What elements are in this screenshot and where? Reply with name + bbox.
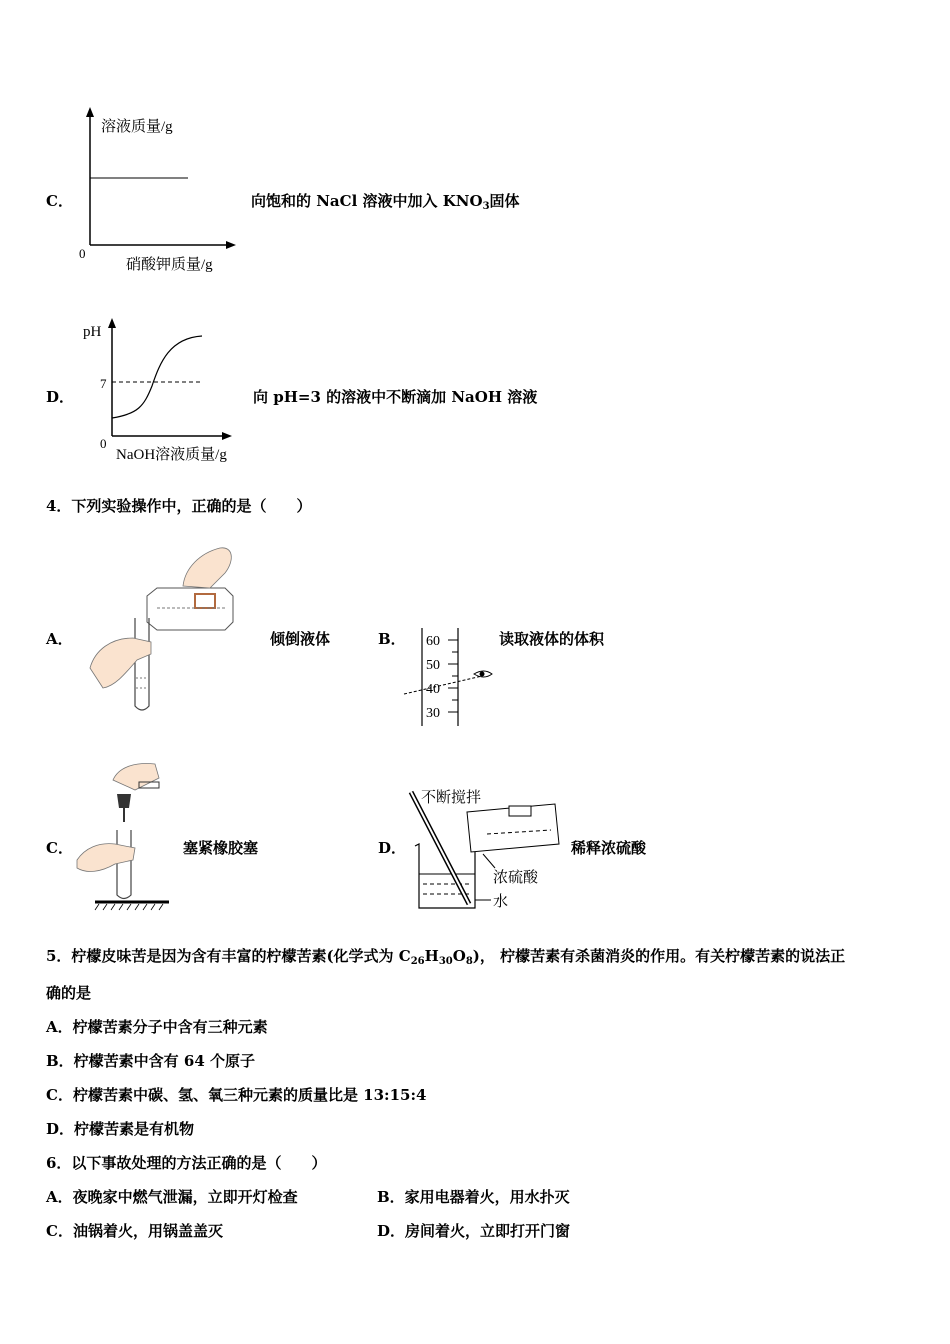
hand-bottle	[183, 548, 231, 588]
q5-option-d: D．柠檬苦素是有机物	[46, 1120, 195, 1138]
test-tube	[117, 830, 131, 899]
rubber-stopper	[117, 794, 131, 808]
q5-option-b: B．柠檬苦素中含有 64 个原子	[46, 1052, 255, 1070]
q3d-curve	[112, 336, 202, 418]
q3d-letter: D．	[46, 388, 75, 406]
q3c-graph	[70, 105, 250, 275]
q3c-y-arrow	[86, 107, 94, 117]
q6-option-c: C．油锅着火，用锅盖盖灭	[46, 1222, 223, 1240]
q4c-letter: C．	[46, 839, 73, 857]
q3c-desc: 向饱和的 NaCl 溶液中加入 $KNO_3$固体	[251, 192, 520, 212]
q3c-letter: C．	[46, 192, 73, 210]
q6-stem: 6．以下事故处理的方法正确的是（ ）	[46, 1154, 327, 1172]
q4b-letter: B．	[378, 630, 406, 648]
q4d-letter: D．	[378, 839, 407, 857]
q4d-dilution-figure	[405, 784, 565, 914]
tick-30: 30	[426, 706, 440, 721]
q3d-x-arrow	[222, 432, 232, 440]
tick-50: 50	[426, 658, 440, 673]
label-stir: 不断搅拌	[421, 790, 482, 806]
q5-option-a: A．柠檬苦素分子中含有三种元素	[46, 1018, 268, 1036]
q3c-origin: 0	[79, 246, 86, 261]
q3c-xlabel: 硝酸钾质量/g	[126, 257, 213, 273]
q3d-y-arrow	[108, 318, 116, 328]
q3c-x-arrow	[226, 241, 236, 249]
label-water: 水	[493, 894, 509, 910]
q6-option-d: D．房间着火，立即打开门窗	[377, 1222, 571, 1240]
q3d-ytick: 7	[100, 376, 107, 391]
q4b-cylinder-figure	[400, 624, 500, 728]
label-acid: 浓硫酸	[493, 870, 539, 886]
reagent-bottle	[147, 588, 233, 630]
q5-stem-line2: 确的是	[46, 984, 92, 1002]
hand-tube	[77, 844, 135, 872]
q6-option-a: A．夜晚家中燃气泄漏，立即开灯检查	[46, 1188, 298, 1206]
tick-60: 60	[426, 634, 440, 649]
q4c-caption: 塞紧橡胶塞	[183, 839, 259, 857]
q4-stem: 4．下列实验操作中，正确的是（ ）	[46, 497, 312, 515]
q4b-caption: 读取液体的体积	[499, 630, 605, 648]
q3d-xlabel: NaOH溶液质量/g	[116, 447, 227, 463]
q3d-desc: 向 pH=3 的溶液中不断滴加 NaOH 溶液	[253, 388, 538, 406]
q4a-pouring-figure	[85, 538, 240, 718]
q4d-caption: 稀释浓硫酸	[571, 839, 647, 857]
q3d-origin: 0	[100, 436, 107, 451]
q4a-caption: 倾倒液体	[270, 630, 331, 648]
q4a-letter: A．	[46, 630, 73, 648]
test-tube	[135, 618, 149, 710]
hand-tube	[90, 638, 151, 688]
q3d-ylabel: pH	[83, 324, 102, 340]
q6-option-b: B．家用电器着火，用水扑灭	[377, 1188, 570, 1206]
q5-stem: 5．柠檬皮味苦是因为含有丰富的柠檬苦素(化学式为 $C_{26}H_{30}O_8$)， 柠檬苦素有杀菌消炎的作用。有关柠檬苦素的说法正	[46, 947, 846, 967]
tick-40: 40	[426, 682, 440, 697]
q3d-graph	[78, 314, 248, 466]
hand-top	[113, 764, 159, 790]
q4c-stopper-figure	[75, 760, 180, 912]
q3c-ylabel: 溶液质量/g	[101, 119, 173, 135]
q5-option-c: C．柠檬苦素中碳、氢、氧三种元素的质量比是 13:15:4	[46, 1086, 427, 1104]
sight-line	[404, 676, 482, 694]
